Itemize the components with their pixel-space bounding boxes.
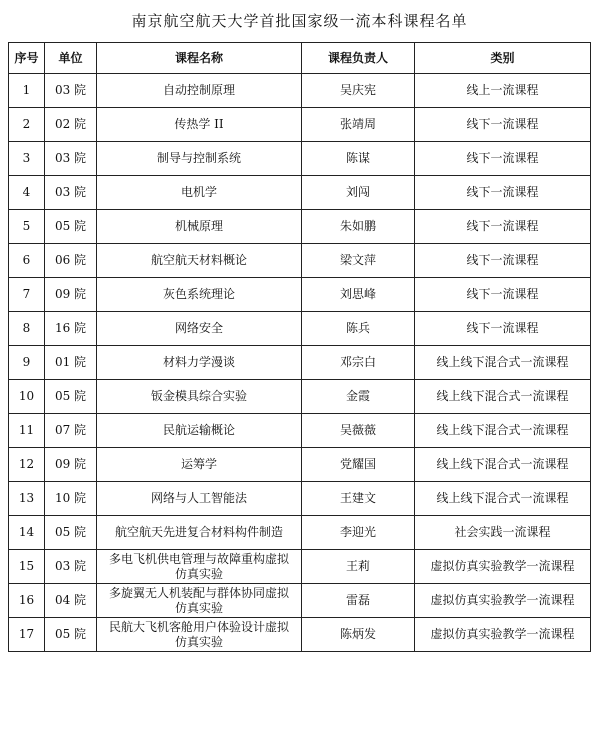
cell-no: 11 xyxy=(9,414,45,448)
cell-course-lead: 党耀国 xyxy=(302,448,415,482)
cell-unit: 03 院 xyxy=(45,142,97,176)
table-row xyxy=(9,278,591,312)
cell-category: 线上线下混合式一流课程 xyxy=(415,380,591,414)
cell-unit: 09 院 xyxy=(45,278,97,312)
cell-category: 线下一流课程 xyxy=(415,108,591,142)
cell-course-lead: 王建文 xyxy=(302,482,415,516)
cell-unit: 09 院 xyxy=(45,448,97,482)
cell-category: 线下一流课程 xyxy=(415,210,591,244)
cell-no: 1 xyxy=(9,74,45,108)
cell-no: 6 xyxy=(9,244,45,278)
cell-course-name: 自动控制原理 xyxy=(97,74,302,108)
table-row xyxy=(9,380,591,414)
cell-course-name: 航空航天先进复合材料构件制造 xyxy=(97,516,302,550)
cell-course-lead: 朱如鹏 xyxy=(302,210,415,244)
cell-course-lead: 陈炳发 xyxy=(302,618,415,652)
cell-course-name: 运筹学 xyxy=(97,448,302,482)
cell-course-lead: 张靖周 xyxy=(302,108,415,142)
cell-category: 线上一流课程 xyxy=(415,74,591,108)
table-header-row xyxy=(9,43,591,74)
table-row xyxy=(9,584,591,618)
cell-category: 虚拟仿真实验教学一流课程 xyxy=(415,618,591,652)
cell-course-lead: 陈谋 xyxy=(302,142,415,176)
cell-unit: 05 院 xyxy=(45,380,97,414)
course-table xyxy=(8,42,591,652)
cell-unit: 07 院 xyxy=(45,414,97,448)
cell-category: 线下一流课程 xyxy=(415,176,591,210)
cell-category: 线下一流课程 xyxy=(415,244,591,278)
table-row xyxy=(9,108,591,142)
cell-category: 虚拟仿真实验教学一流课程 xyxy=(415,584,591,618)
cell-no: 9 xyxy=(9,346,45,380)
cell-category: 虚拟仿真实验教学一流课程 xyxy=(415,550,591,584)
cell-no: 10 xyxy=(9,380,45,414)
cell-unit: 03 院 xyxy=(45,74,97,108)
cell-course-name: 多电飞机供电管理与故障重构虚拟仿真实验 xyxy=(97,550,302,584)
cell-no: 13 xyxy=(9,482,45,516)
cell-no: 17 xyxy=(9,618,45,652)
header-unit: 单位 xyxy=(45,43,97,74)
cell-no: 3 xyxy=(9,142,45,176)
cell-course-lead: 梁文萍 xyxy=(302,244,415,278)
cell-unit: 05 院 xyxy=(45,618,97,652)
cell-course-name: 民航大飞机客舱用户体验设计虚拟仿真实验 xyxy=(97,618,302,652)
cell-category: 线下一流课程 xyxy=(415,312,591,346)
cell-course-name: 航空航天材料概论 xyxy=(97,244,302,278)
cell-category: 线上线下混合式一流课程 xyxy=(415,414,591,448)
cell-course-name: 网络与人工智能法 xyxy=(97,482,302,516)
cell-category: 线上线下混合式一流课程 xyxy=(415,448,591,482)
cell-course-lead: 李迎光 xyxy=(302,516,415,550)
cell-unit: 10 院 xyxy=(45,482,97,516)
cell-unit: 16 院 xyxy=(45,312,97,346)
cell-course-lead: 雷磊 xyxy=(302,584,415,618)
cell-no: 15 xyxy=(9,550,45,584)
cell-no: 12 xyxy=(9,448,45,482)
cell-unit: 01 院 xyxy=(45,346,97,380)
header-course-name: 课程名称 xyxy=(97,43,302,74)
cell-no: 5 xyxy=(9,210,45,244)
cell-category: 线下一流课程 xyxy=(415,142,591,176)
cell-course-name: 制导与控制系统 xyxy=(97,142,302,176)
table-row xyxy=(9,516,591,550)
table-row xyxy=(9,142,591,176)
document-title: 南京航空航天大学首批国家级一流本科课程名单 xyxy=(131,12,468,30)
cell-unit: 03 院 xyxy=(45,550,97,584)
cell-category: 线上线下混合式一流课程 xyxy=(415,482,591,516)
table-row xyxy=(9,312,591,346)
cell-category: 线上线下混合式一流课程 xyxy=(415,346,591,380)
cell-unit: 05 院 xyxy=(45,210,97,244)
table-row xyxy=(9,448,591,482)
cell-course-lead: 金霞 xyxy=(302,380,415,414)
cell-no: 14 xyxy=(9,516,45,550)
cell-unit: 02 院 xyxy=(45,108,97,142)
cell-no: 2 xyxy=(9,108,45,142)
cell-course-name: 多旋翼无人机装配与群体协同虚拟仿真实验 xyxy=(97,584,302,618)
cell-course-name: 电机学 xyxy=(97,176,302,210)
table-row xyxy=(9,346,591,380)
table-row xyxy=(9,176,591,210)
cell-course-lead: 吴薇薇 xyxy=(302,414,415,448)
cell-course-lead: 陈兵 xyxy=(302,312,415,346)
cell-course-name: 传热学 II xyxy=(97,108,302,142)
cell-unit: 05 院 xyxy=(45,516,97,550)
table-row xyxy=(9,618,591,652)
header-no: 序号 xyxy=(9,43,45,74)
cell-category: 社会实践一流课程 xyxy=(415,516,591,550)
cell-unit: 04 院 xyxy=(45,584,97,618)
cell-course-name: 网络安全 xyxy=(97,312,302,346)
cell-course-name: 灰色系统理论 xyxy=(97,278,302,312)
cell-no: 7 xyxy=(9,278,45,312)
table-row xyxy=(9,210,591,244)
cell-unit: 03 院 xyxy=(45,176,97,210)
cell-category: 线下一流课程 xyxy=(415,278,591,312)
cell-course-lead: 刘思峰 xyxy=(302,278,415,312)
table-row xyxy=(9,244,591,278)
cell-course-name: 民航运输概论 xyxy=(97,414,302,448)
table-row xyxy=(9,482,591,516)
header-category: 类别 xyxy=(415,43,591,74)
header-course-lead: 课程负责人 xyxy=(302,43,415,74)
cell-course-lead: 邓宗白 xyxy=(302,346,415,380)
table-row xyxy=(9,414,591,448)
table-row xyxy=(9,74,591,108)
cell-unit: 06 院 xyxy=(45,244,97,278)
cell-course-name: 钣金模具综合实验 xyxy=(97,380,302,414)
cell-course-lead: 吴庆宪 xyxy=(302,74,415,108)
cell-no: 8 xyxy=(9,312,45,346)
cell-course-name: 材料力学漫谈 xyxy=(97,346,302,380)
cell-course-lead: 王莉 xyxy=(302,550,415,584)
cell-no: 16 xyxy=(9,584,45,618)
cell-course-lead: 刘闯 xyxy=(302,176,415,210)
cell-course-name: 机械原理 xyxy=(97,210,302,244)
table-row xyxy=(9,550,591,584)
cell-no: 4 xyxy=(9,176,45,210)
